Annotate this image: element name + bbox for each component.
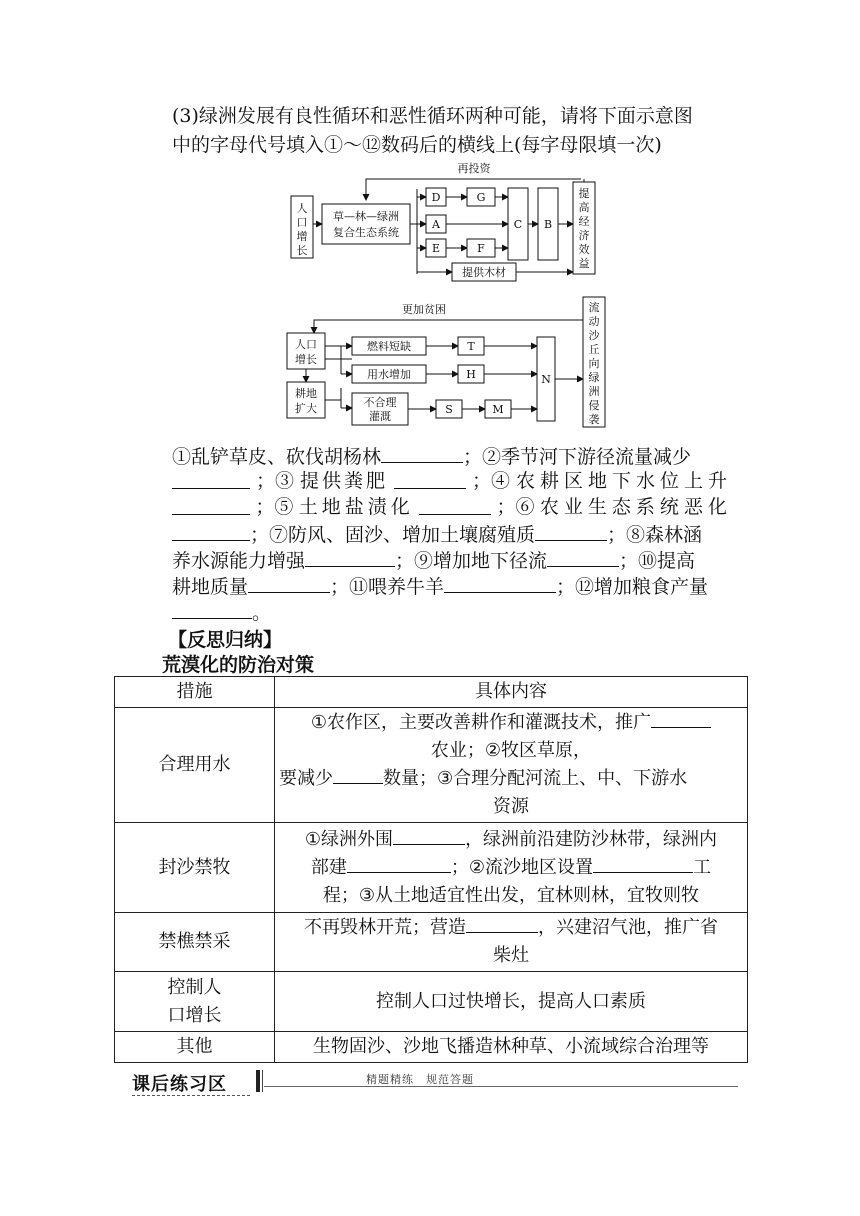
blank-3[interactable] [394,468,466,489]
eco-box-line2: 复合生态系统 [333,226,399,239]
blanks-line-2 [172,468,732,494]
svg-text:济: 济 [578,229,590,242]
diagram-vicious-cycle [282,296,612,430]
row1-line4: 资源 [493,796,529,817]
table-row [115,1032,748,1063]
water-box: 用水增加 [367,368,411,381]
node-C: C [513,218,523,231]
row3-line1b: ，兴建沼气池，推广省 [538,917,718,938]
item-6: 农业生态系统恶化 [539,496,732,518]
blank-2[interactable] [172,468,250,489]
table-row [115,823,748,913]
node-M: M [492,403,504,416]
blanks-line-6 [172,572,708,600]
svg-text:侵: 侵 [588,399,600,412]
row3-blank-1[interactable] [466,914,538,933]
svg-text:丘: 丘 [588,343,600,356]
row1-line3b: 数量；③合理分配河流上、中、下游水 [383,768,688,789]
section-title-underline [132,1095,250,1096]
blank-7[interactable] [535,520,607,541]
blanks-line-5 [172,546,695,574]
header-content: 具体内容 [275,677,748,708]
row2-blank-3[interactable] [593,854,693,873]
node-E: E [431,242,441,255]
item-11: ；⑪喂养牛羊 [330,576,445,598]
node-F: F [477,242,485,255]
content-cell [275,708,748,823]
diagram1-pop-char-1: 人 [296,202,308,215]
node-H: H [466,368,476,381]
section-banner [132,1068,738,1098]
item-8b: 养水源能力增强 [172,550,306,572]
node-G: G [476,191,486,204]
measure-cell [115,972,275,1032]
header-measure: 措施 [115,677,275,708]
svg-text:洲: 洲 [588,385,600,398]
svg-text:效: 效 [578,243,590,256]
blank-6[interactable] [172,520,250,541]
measures-table [114,676,748,1063]
section-rule [264,1086,738,1087]
table-header-row [115,677,748,708]
table-row [115,708,748,823]
section-slogan: 精题精练 规范答题 [366,1073,474,1086]
row2-line3: 程；③从土地适宜性出发，宜林则林，宜牧则牧 [322,884,700,906]
blank-10[interactable] [248,572,330,593]
fuel-box: 燃料短缺 [367,340,411,353]
measure-cell: 其他 [115,1032,275,1063]
item-10: ；⑩提高 [619,550,696,572]
row4-measure-l1: 控制人 [167,976,222,998]
reinvest-label: 再投资 [457,162,491,175]
item-5-prefix: ；⑤ [255,496,294,518]
item-3: 提供粪肥 [299,470,388,492]
svg-text:经: 经 [578,215,590,228]
item-10b: 耕地质量 [172,576,249,598]
node-T: T [467,340,475,353]
content-cell [275,913,748,972]
blank-5[interactable] [419,494,491,515]
reflect-title: 【反思归纳】 [168,629,283,651]
node-N: N [541,373,551,386]
farm-box-l2: 扩大 [295,402,317,415]
item-9: ；⑨增加地下径流 [395,550,548,572]
svg-text:高: 高 [578,201,590,214]
item-5: 土地盐渍化 [298,496,414,518]
diagram-virtuous-cycle [286,160,616,284]
question-line-1: (3)绿洲发展有良性循环和恶性循环两种可能，请将下面示意图 [172,105,693,127]
section-divider-bar-thin [262,1070,263,1092]
item-1: ①乱铲草皮、砍伐胡杨林 [172,446,382,468]
irr-box-l2: 灌溉 [369,410,391,423]
measure-cell: 封沙禁牧 [115,823,275,913]
farm-box-l1: 耕地 [295,387,317,400]
diagram1-pop-char-3: 增 [296,230,308,243]
node-A: A [432,218,440,231]
table-row [115,913,748,972]
irr-box-l1: 不合理 [363,396,397,409]
blanks-end: 。 [252,602,272,624]
row1-line1: ①农作区，主要改善耕作和灌溉技术，推广 [310,712,652,733]
diagram1-pop-char-2: 口 [296,216,308,229]
pop-box-l2: 增长 [295,353,317,366]
row2-blank-1[interactable] [393,826,465,845]
row1-line2: 农业；②牧区草原， [430,740,592,761]
row2-line2a: 部建 [310,856,347,878]
item-3-prefix: ；③ [255,470,294,492]
measure-cell: 禁樵禁采 [115,913,275,972]
row2-blank-2[interactable] [347,854,451,873]
reflect-subtitle: 荒漠化的防治对策 [162,654,315,676]
row3-line2: 柴灶 [493,945,529,966]
item-2: ；②季节河下游径流量减少 [463,446,692,468]
row1-blank-1[interactable] [651,709,711,728]
row2-line2c: 工 [693,856,712,878]
svg-text:沙: 沙 [588,329,600,342]
blank-8[interactable] [305,546,395,567]
wood-box: 提供木材 [462,266,506,279]
blank-9[interactable] [547,546,619,567]
section-divider-bar [256,1070,260,1092]
svg-text:绿: 绿 [588,371,600,384]
node-S: S [445,403,453,416]
blanks-line-1 [172,442,691,470]
item-8: ；⑧森林涵 [607,524,703,546]
diagram1-pop-char-4: 长 [296,244,308,257]
measure-cell: 合理用水 [115,708,275,823]
svg-text:益: 益 [578,257,590,270]
svg-text:袭: 袭 [588,413,600,426]
eco-box-line1: 草—林—绿洲 [333,210,399,223]
blank-12[interactable] [172,598,252,619]
svg-text:动: 动 [588,315,600,328]
table-row [115,972,748,1032]
row3-line1a: 不再毁林开荒；营造 [304,917,466,938]
content-cell: 控制人口过快增长，提高人口素质 [275,972,748,1032]
row1-line3a: 要减少 [279,768,333,789]
svg-text:向: 向 [588,357,600,370]
row2-line1b: ，绿洲前沿建防沙林带，绿洲内 [465,828,718,850]
row1-blank-2[interactable] [333,765,383,784]
blank-1[interactable] [381,442,463,463]
blanks-line-3 [172,494,732,520]
svg-text:提: 提 [578,187,590,200]
blanks-line-7 [172,598,271,626]
row2-line1a: ①绿洲外围 [304,828,394,850]
row4-measure-l2: 口增长 [167,1004,222,1026]
content-cell: 生物固沙、沙地飞播造林种草、小流域综合治理等 [275,1032,748,1063]
node-D: D [431,191,441,204]
svg-text:流: 流 [588,301,600,314]
question-line-2: 中的字母代号填入①～⑫数码后的横线上(每字母限填一次) [172,134,662,156]
blank-4[interactable] [172,494,250,515]
item-7: ；⑦防风、固沙、增加土壤腐殖质 [250,524,536,546]
item-6-prefix: ；⑥ [496,496,535,518]
node-B: B [543,218,553,231]
item-4-prefix: ；④ [471,470,510,492]
item-12: ；⑫增加粮食产量 [556,576,709,598]
poverty-label: 更加贫困 [402,303,446,316]
content-cell [275,823,748,913]
section-title: 课后练习区 [132,1074,227,1095]
blank-11[interactable] [444,572,556,593]
pop-box-l1: 人口 [295,338,317,351]
item-4: 农耕区地下水位上升 [515,470,732,492]
row2-line2b: ；②流沙地区设置 [450,856,594,878]
blanks-line-4 [172,520,702,548]
